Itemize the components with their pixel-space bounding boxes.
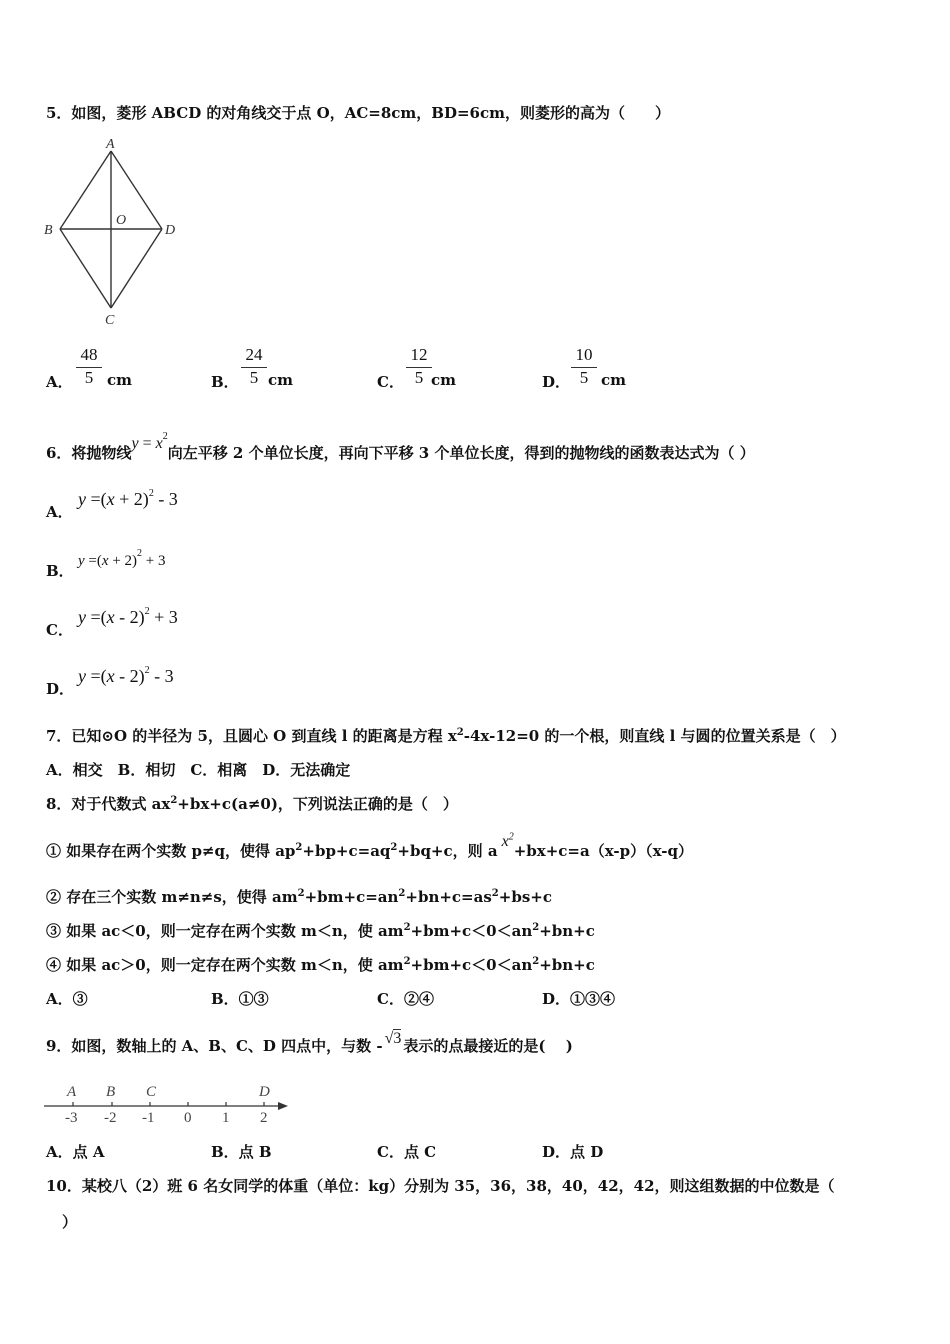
tick-label: -1 bbox=[142, 1110, 155, 1126]
tick-label: 0 bbox=[184, 1110, 192, 1126]
q7-stem: 7．已知⊙O 的半径为 5，且圆心 O 到直线 l 的距离是方程 $x^2-4x-12=0$ 的一个根，则直线 l 与圆的位置关系是（ ） bbox=[46, 727, 846, 745]
q8-option-d[interactable]: D．①③④ bbox=[542, 990, 616, 1008]
q5-option-d-unit: cm bbox=[601, 371, 627, 389]
q5-stem: 5．如图，菱形 ABCD 的对角线交于点 O，AC=8cm，BD=6cm，则菱形的高为（ ） bbox=[46, 104, 670, 122]
q9-option-c[interactable]: C．点 C bbox=[377, 1143, 437, 1161]
q6-curve-expr: $y = x^2$ bbox=[131, 431, 168, 452]
point-d: D bbox=[259, 1084, 270, 1100]
q6-option-b-expr: $y =(x + 2)^2 + 3$ bbox=[78, 548, 166, 569]
sqrt-expr: √3 bbox=[384, 1030, 402, 1047]
label-o: O bbox=[116, 213, 127, 228]
point-b: B bbox=[106, 1084, 116, 1100]
q8-statement-2: ② 存在三个实数 m≠n≠s，使得 $am^2+bm+c=an^2+bn+c=as^2+bs+c$ bbox=[46, 888, 552, 906]
tick-label: 2 bbox=[260, 1110, 268, 1126]
q9-option-b[interactable]: B．点 B bbox=[211, 1143, 272, 1161]
q8-option-a[interactable]: A．③ bbox=[46, 990, 88, 1008]
q8-statement-1: ① 如果存在两个实数 p≠q，使得 $ap^2+bp+c=aq^2+bq+c$，则 $ax^2+bx+c=a(x-p)(x-q)$ bbox=[46, 831, 693, 860]
q8-stem: 8．对于代数式 $ax^2+bx+c(a\ne 0)$，下列说法正确的是（ ） bbox=[46, 795, 458, 813]
tick-label: -3 bbox=[65, 1110, 78, 1126]
q10-stem-close: ） bbox=[62, 1213, 78, 1231]
q8-option-c[interactable]: C．②④ bbox=[377, 990, 434, 1008]
point-c: C bbox=[146, 1084, 157, 1100]
q9-option-d[interactable]: D．点 D bbox=[542, 1143, 604, 1161]
q6-option-d-expr: y =(x - 2)$^2$ - 3 bbox=[78, 665, 174, 686]
q6-option-b-letter[interactable]: B． bbox=[46, 562, 74, 580]
q5-option-b-fraction: 24 5 bbox=[239, 345, 269, 388]
q8-option-b[interactable]: B．①③ bbox=[211, 990, 269, 1008]
q9-stem: 9．如图，数轴上的 A、B、C、D 四点中，与数 - √3 表示的点最接近的是( ) bbox=[46, 1030, 573, 1055]
tick-label: -2 bbox=[104, 1110, 117, 1126]
q5-option-a-letter[interactable]: A． bbox=[46, 373, 73, 391]
q7-options[interactable]: A．相交 B．相切 C．相离 D．无法确定 bbox=[46, 761, 351, 779]
q6-option-c-letter[interactable]: C． bbox=[46, 621, 73, 639]
q5-option-a-unit: cm bbox=[107, 371, 133, 389]
q5-option-c-letter[interactable]: C． bbox=[377, 373, 404, 391]
q8-statement-4: ④ 如果 ac＞0，则一定存在两个实数 m＜n，使 $am^2+bm+c<0<an^2+bn+c$ bbox=[46, 956, 595, 974]
q5-option-c-unit: cm bbox=[431, 371, 457, 389]
q6-option-a-letter[interactable]: A． bbox=[46, 503, 73, 521]
rhombus-figure bbox=[40, 134, 190, 329]
q5-option-c-fraction: 12 5 bbox=[404, 345, 434, 388]
label-c: C bbox=[105, 313, 115, 328]
point-a: A bbox=[67, 1084, 77, 1100]
q6-option-a-expr: $y =(x + 2)^2 - 3$ bbox=[78, 488, 178, 509]
q5-option-d-fraction: 10 5 bbox=[569, 345, 599, 388]
q6-option-d-letter[interactable]: D． bbox=[46, 680, 75, 698]
q5-option-a-fraction: 48 5 bbox=[74, 345, 104, 388]
tick-label: 1 bbox=[222, 1110, 230, 1126]
q9-option-a[interactable]: A．点 A bbox=[46, 1143, 105, 1161]
q5-option-b-unit: cm bbox=[268, 371, 294, 389]
number-line bbox=[40, 1078, 300, 1128]
q6-option-c-expr: y =(x - 2)$^2$ + 3 bbox=[78, 606, 178, 627]
q8-statement-3: ③ 如果 ac＜0，则一定存在两个实数 m＜n，使 $am^2+bm+c<0<an^2+bn+c$ bbox=[46, 922, 595, 940]
q6-stem: 6．将抛物线$y = x^2$向左平移 2 个单位长度，再向下平移 3 个单位长度，得到的抛物线的函数表达式为（ ） bbox=[46, 431, 755, 462]
q10-stem: 10．某校八（2）班 6 名女同学的体重（单位：kg）分别为 35，36，38，40，42，42，则这组数据的中位数是（ bbox=[46, 1177, 835, 1195]
label-a: A bbox=[106, 137, 115, 152]
label-b: B bbox=[44, 223, 53, 238]
q5-option-b-letter[interactable]: B． bbox=[211, 373, 239, 391]
label-d: D bbox=[165, 223, 176, 238]
q5-option-d-letter[interactable]: D． bbox=[542, 373, 571, 391]
